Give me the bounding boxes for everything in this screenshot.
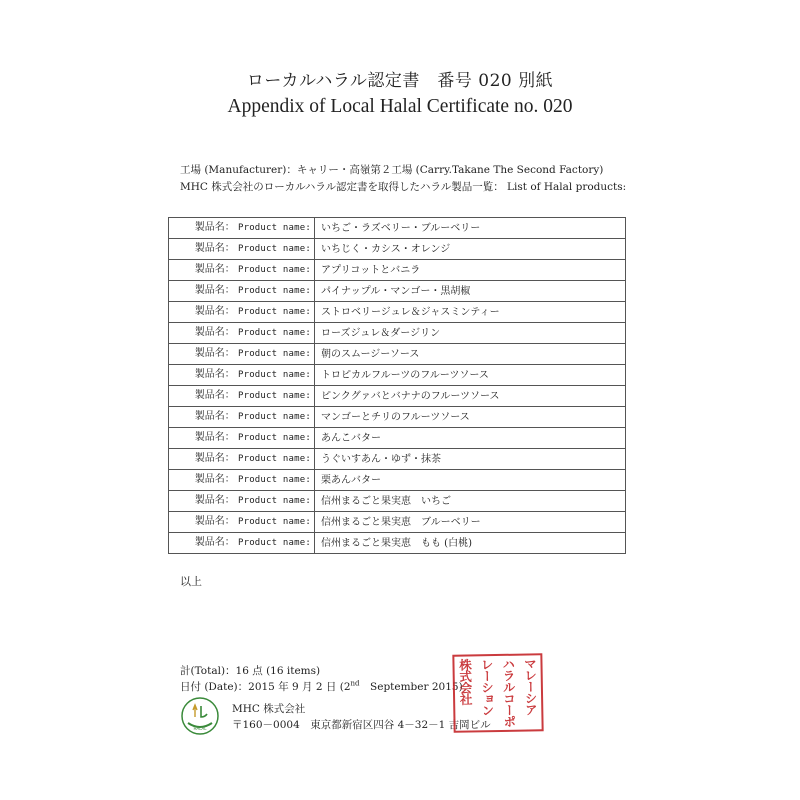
product-label-en: Product name: xyxy=(237,328,311,338)
product-label-jp: 製品名： xyxy=(194,264,235,275)
table-row xyxy=(169,302,626,323)
date-prefix: 日付 (Date)：2015 年 9 月 2 日 (2 xyxy=(180,681,351,693)
table-row xyxy=(169,218,626,239)
table-row xyxy=(169,512,626,533)
product-name: アプリコットとバニラ xyxy=(315,260,626,281)
product-label xyxy=(169,386,315,407)
product-label-en: Product name: xyxy=(237,286,311,296)
product-label xyxy=(169,365,315,386)
product-list-heading: MHC 株式会社のローカルハラル認定書を取得したハラル製品一覧： List of Halal products: xyxy=(180,181,627,193)
product-label-en: Product name: xyxy=(237,349,311,359)
product-name: いちご・ラズベリー・ブルーベリー xyxy=(315,218,626,239)
product-label xyxy=(169,260,315,281)
product-name: 朝のスムージーソース xyxy=(315,344,626,365)
total-line: 計(Total)：16 点 (16 items) xyxy=(180,665,321,677)
product-label-en: Product name: xyxy=(237,496,311,506)
company-name: MHC 株式会社 xyxy=(232,703,306,715)
product-name: いちじく・カシス・オレンジ xyxy=(315,239,626,260)
product-label xyxy=(169,428,315,449)
product-label-en: Product name: xyxy=(237,538,311,548)
factory-line: 工場 (Manufacturer)：キャリー・高嶺第２工場 (Carry.Takane The Second Factory) xyxy=(180,164,604,176)
product-label-jp: 製品名： xyxy=(194,306,235,317)
product-label-jp: 製品名： xyxy=(194,411,235,422)
title-english: Appendix of Local Halal Certificate no. 020 xyxy=(227,96,573,117)
product-label-en: Product name: xyxy=(237,412,311,422)
product-label-jp: 製品名： xyxy=(194,474,235,485)
product-label-en: Product name: xyxy=(237,454,311,464)
table-row xyxy=(169,386,626,407)
seal-column: 株式会社 xyxy=(457,658,474,705)
product-label-en: Product name: xyxy=(237,517,311,527)
product-name: 信州まるごと果実恵 ブルーベリー xyxy=(315,512,626,533)
product-table xyxy=(168,217,626,554)
table-row xyxy=(169,323,626,344)
date-line xyxy=(180,679,463,694)
end-mark: 以上 xyxy=(180,575,202,588)
seal-column: ハラルコーポ xyxy=(500,657,517,727)
table-row xyxy=(169,533,626,554)
seal-column: レーション xyxy=(479,658,496,716)
product-label-jp: 製品名： xyxy=(194,537,235,548)
product-label-en: Product name: xyxy=(237,370,311,380)
logo-text: HALAL xyxy=(193,726,207,731)
date-ordinal: nd xyxy=(350,679,360,688)
product-label-jp: 製品名： xyxy=(194,516,235,527)
product-label-jp: 製品名： xyxy=(194,432,235,443)
product-label-jp: 製品名： xyxy=(194,369,235,380)
product-label xyxy=(169,470,315,491)
product-label xyxy=(169,218,315,239)
table-row xyxy=(169,344,626,365)
product-label-en: Product name: xyxy=(237,223,311,233)
product-label xyxy=(169,449,315,470)
product-name: パイナップル・マンゴー・黒胡椒 xyxy=(315,281,626,302)
table-row xyxy=(169,491,626,512)
product-label-jp: 製品名： xyxy=(194,348,235,359)
product-name: 信州まるごと果実恵 もも (白桃) xyxy=(315,533,626,554)
company-seal xyxy=(452,653,543,733)
product-name: うぐいすあん・ゆず・抹茶 xyxy=(315,449,626,470)
product-label xyxy=(169,407,315,428)
product-label xyxy=(169,239,315,260)
table-row xyxy=(169,407,626,428)
title-japanese: ローカルハラル認定書 番号 020 別紙 xyxy=(246,71,554,91)
product-label-en: Product name: xyxy=(237,307,311,317)
product-label-jp: 製品名： xyxy=(194,285,235,296)
table-row xyxy=(169,365,626,386)
product-name: ストロベリージュレ＆ジャスミンティー xyxy=(315,302,626,323)
product-label xyxy=(169,281,315,302)
product-label-jp: 製品名： xyxy=(194,243,235,254)
product-name: 信州まるごと果実恵 いちご xyxy=(315,491,626,512)
product-label xyxy=(169,533,315,554)
product-label-en: Product name: xyxy=(237,244,311,254)
table-row xyxy=(169,428,626,449)
product-label xyxy=(169,491,315,512)
product-label-jp: 製品名： xyxy=(194,327,235,338)
date-suffix: September 2015) xyxy=(359,681,463,693)
product-label-en: Product name: xyxy=(237,391,311,401)
product-label-en: Product name: xyxy=(237,475,311,485)
table-row xyxy=(169,449,626,470)
product-name: ピンクグァバとバナナのフルーツソース xyxy=(315,386,626,407)
product-label-jp: 製品名： xyxy=(194,390,235,401)
product-label-jp: 製品名： xyxy=(194,222,235,233)
halal-logo-icon xyxy=(180,696,220,736)
product-label xyxy=(169,344,315,365)
product-label xyxy=(169,302,315,323)
table-row xyxy=(169,260,626,281)
product-label-en: Product name: xyxy=(237,265,311,275)
product-name: ローズジュレ＆ダージリン xyxy=(315,323,626,344)
table-row xyxy=(169,281,626,302)
product-name: トロピカルフルーツのフルーツソース xyxy=(315,365,626,386)
seal-column: マレーシア xyxy=(522,657,539,716)
product-name: 栗あんバター xyxy=(315,470,626,491)
table-row xyxy=(169,470,626,491)
product-label-jp: 製品名： xyxy=(194,495,235,506)
product-label-jp: 製品名： xyxy=(194,453,235,464)
company-address: 〒160－0004 東京都新宿区四谷 4－32－1 吉岡ビル xyxy=(232,719,491,731)
product-label xyxy=(169,512,315,533)
product-name: あんこバター xyxy=(315,428,626,449)
product-label xyxy=(169,323,315,344)
table-row xyxy=(169,239,626,260)
product-label-en: Product name: xyxy=(237,433,311,443)
product-name: マンゴーとチリのフルーツソース xyxy=(315,407,626,428)
